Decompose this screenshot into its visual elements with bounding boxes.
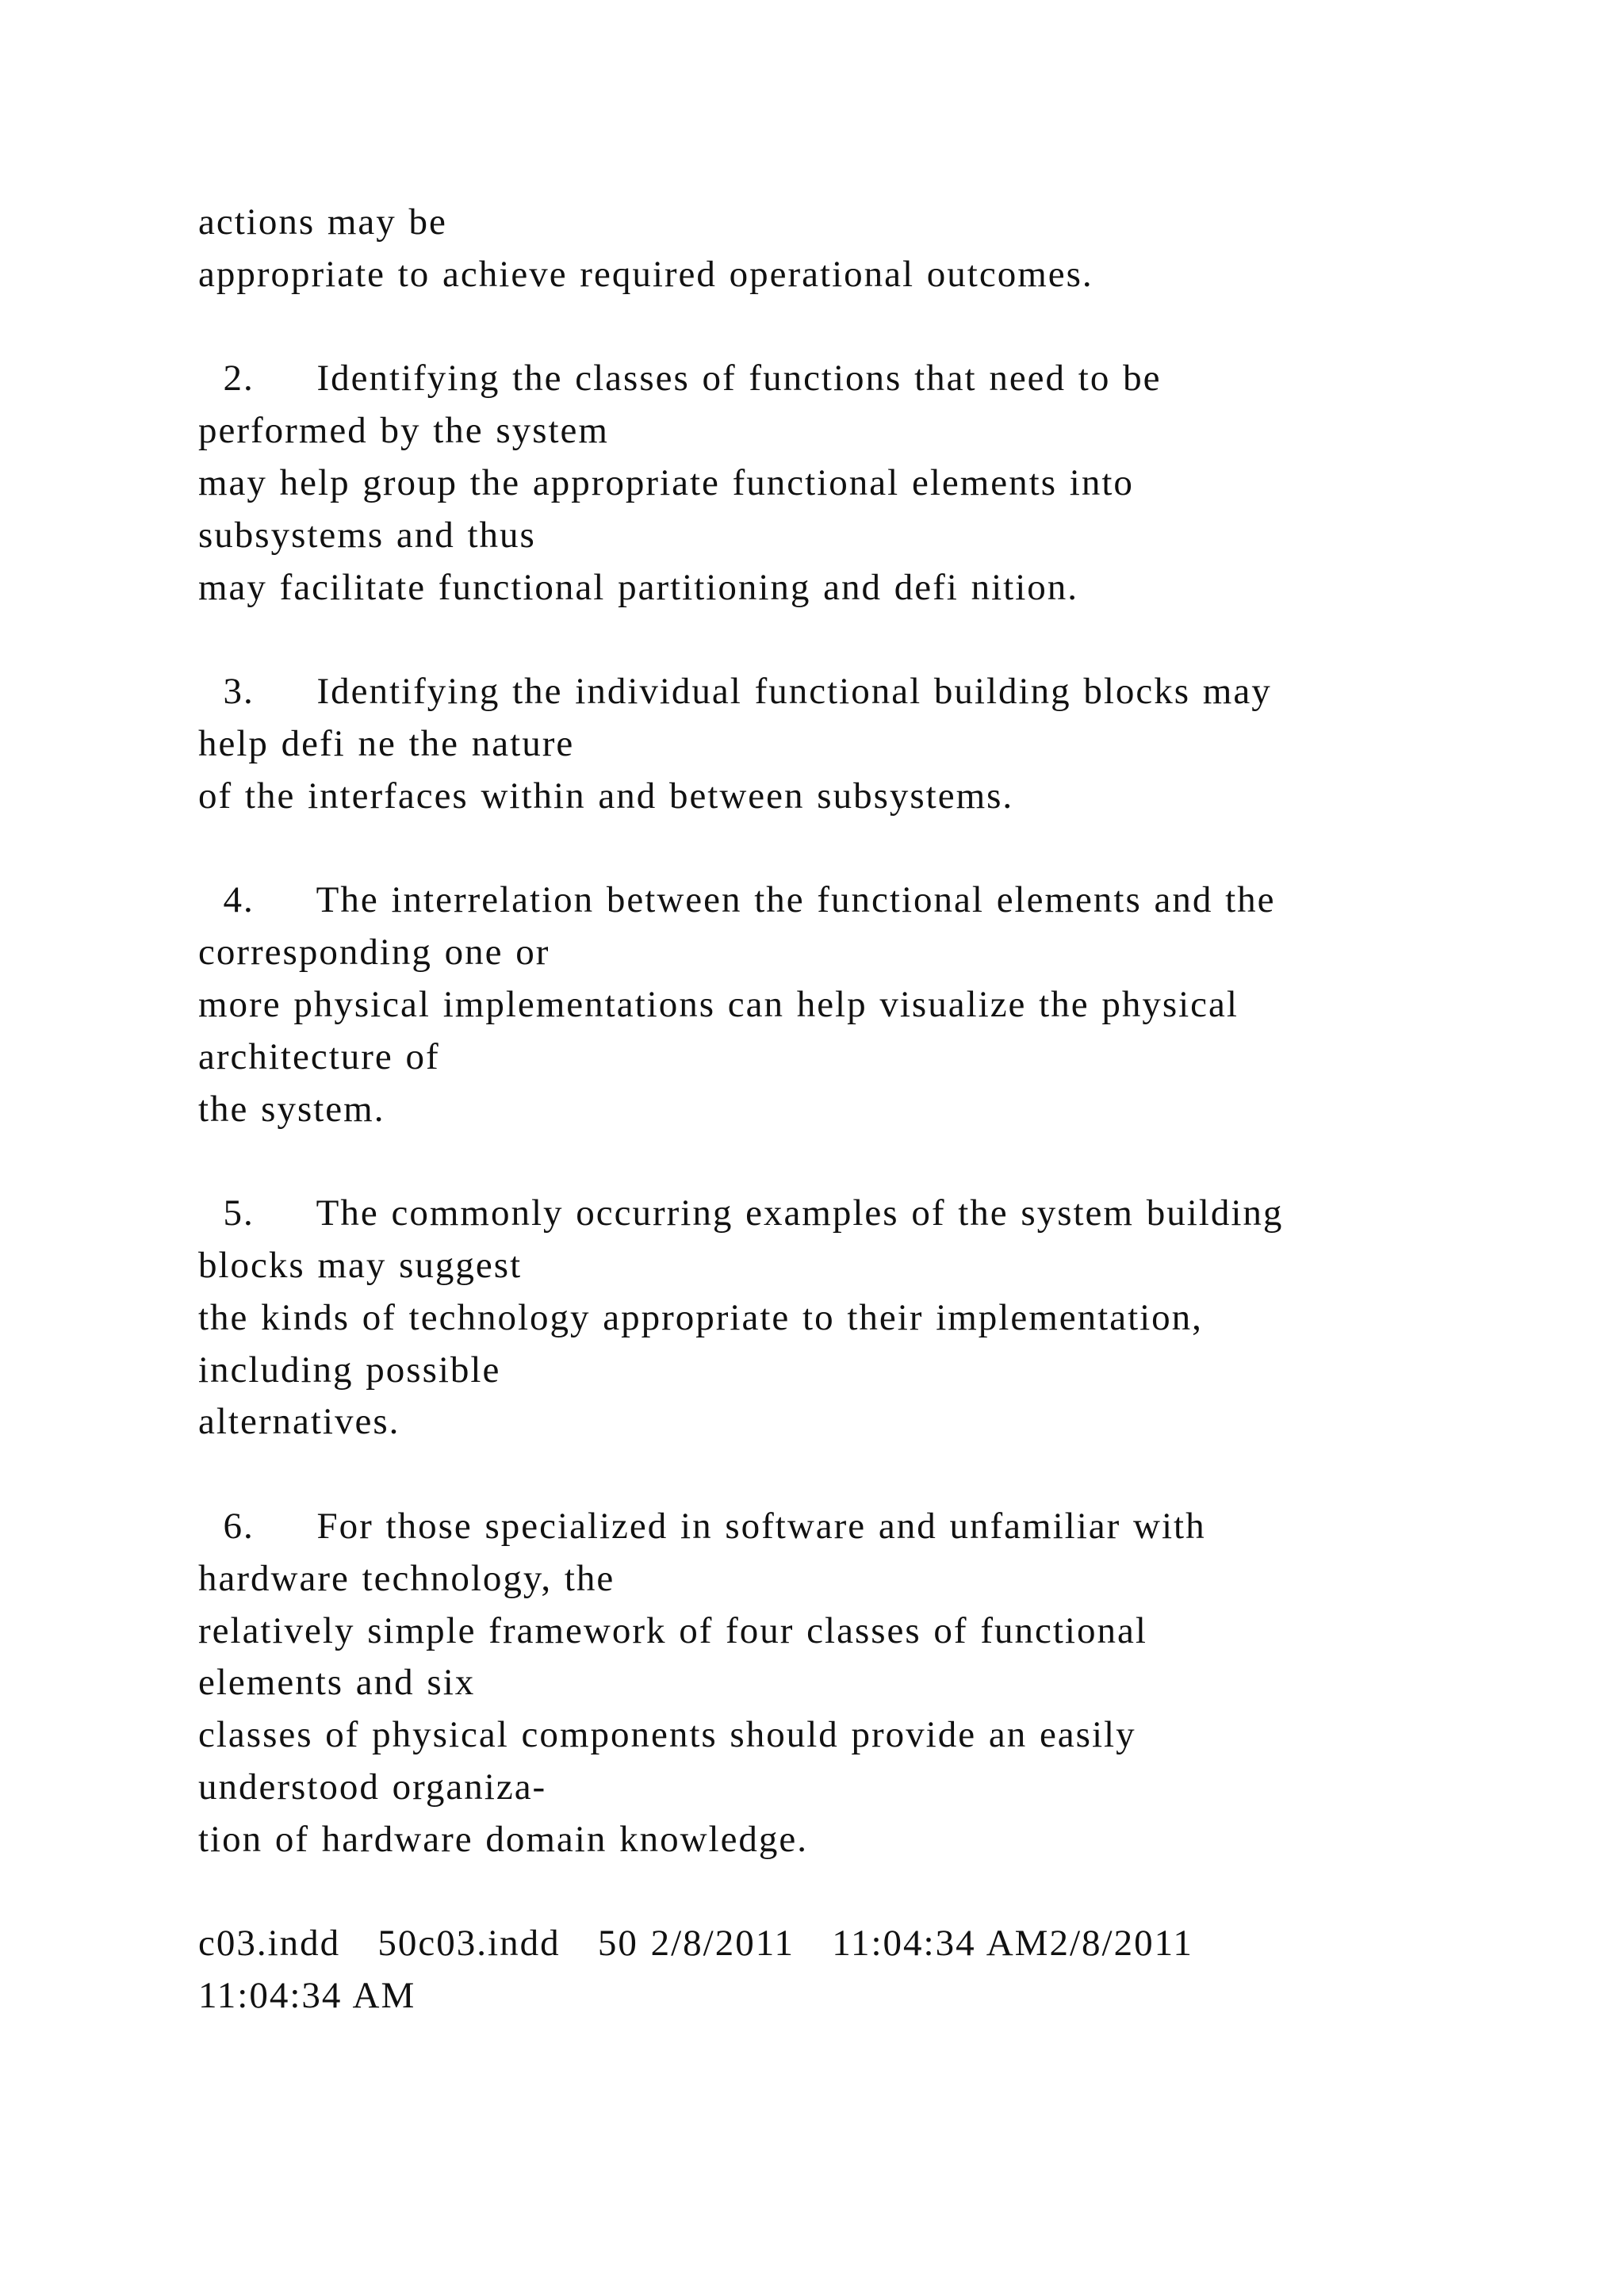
text-line: 2. Identifying the classes of functions that need to be	[198, 358, 1162, 400]
text-line: understood organiza-	[198, 1766, 547, 1808]
text-line: may help group the appropriate functional elements into	[198, 461, 1134, 503]
text-line: blocks may suggest	[198, 1244, 523, 1286]
text-line: 6. For those specialized in software and unfamiliar with	[198, 1505, 1206, 1547]
document-body	[198, 197, 1546, 2022]
text-line: help defi ne the nature	[198, 722, 575, 764]
footer-line: c03.indd 50c03.indd 50 2/8/2011 11:04:34 AM2/8/2011	[198, 1923, 1193, 1965]
list-item-6	[198, 1501, 1546, 1866]
paragraph-gap	[198, 301, 1546, 354]
text-line: more physical implementations can help visualize the physical	[198, 983, 1239, 1025]
paragraph-gap	[198, 1135, 1546, 1188]
text-line: 3. Identifying the individual functional building blocks may	[198, 671, 1272, 713]
text-line: appropriate to achieve required operational outcomes.	[198, 253, 1094, 295]
print-footer	[198, 1918, 1546, 2022]
footer-line: 11:04:34 AM	[198, 1975, 416, 2017]
paragraph-gap	[198, 823, 1546, 875]
text-line: tion of hardware domain knowledge.	[198, 1818, 809, 1860]
list-item-2	[198, 353, 1546, 614]
text-line: including possible	[198, 1349, 501, 1391]
text-line: subsystems and thus	[198, 514, 536, 556]
list-item-4	[198, 874, 1546, 1135]
text-line: of the interfaces within and between subsystems.	[198, 775, 1014, 817]
intro-paragraph	[198, 197, 1546, 301]
text-line: architecture of	[198, 1035, 440, 1077]
text-line: classes of physical components should provide an easily	[198, 1714, 1136, 1756]
text-line: relatively simple framework of four classes of functional	[198, 1609, 1147, 1651]
text-line: 4. The interrelation between the functional elements and the	[198, 879, 1276, 921]
text-line: the system.	[198, 1088, 385, 1130]
text-line: elements and six	[198, 1662, 476, 1704]
list-item-5	[198, 1188, 1546, 1448]
paragraph-gap	[198, 1448, 1546, 1501]
text-line: may facilitate functional partitioning and defi nition.	[198, 566, 1079, 608]
list-item-3	[198, 666, 1546, 822]
text-line: corresponding one or	[198, 932, 550, 974]
text-line: 5. The commonly occurring examples of the system building	[198, 1192, 1284, 1234]
text-line: alternatives.	[198, 1401, 400, 1443]
text-line: actions may be	[198, 201, 447, 243]
paragraph-gap	[198, 1866, 1546, 1919]
paragraph-gap	[198, 614, 1546, 666]
text-line: performed by the system	[198, 410, 609, 452]
text-line: hardware technology, the	[198, 1557, 615, 1599]
text-line: the kinds of technology appropriate to their implementation,	[198, 1296, 1203, 1338]
